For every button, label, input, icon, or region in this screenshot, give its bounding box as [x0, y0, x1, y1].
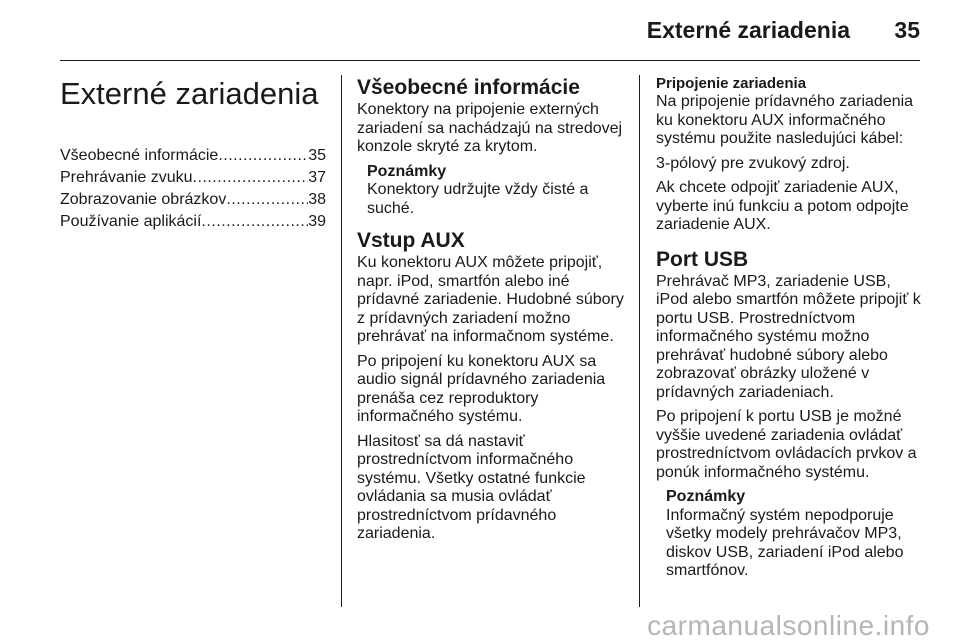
note-text: Konektory udržujte vždy čisté a suché. — [367, 181, 589, 217]
note-title: Poznámky — [666, 488, 746, 505]
aux-paragraph-1: Ku konektoru AUX môžete pripojiť, napr. iPod, smartfón alebo iné prídavné zariadenie. Hudobné súbory z prídavných zariadení možno prehrávať na informačnom systéme. — [357, 254, 624, 345]
toc-leader — [193, 169, 309, 188]
section-heading-general: Všeobecné informácie — [357, 76, 580, 99]
aux-paragraph-2: Po pripojení ku konektoru AUX sa audio signál prídavného zariadenia prenáša cez reproduktory informačného systému. — [357, 352, 606, 425]
toc-page: 35 — [308, 147, 326, 164]
connect-paragraph-1: Na pripojenie prídavného zariadenia ku konektoru AUX informačného systému použite nasledujúci kábel: — [656, 93, 914, 147]
toc-label: Používanie aplikácií — [60, 213, 202, 230]
toc-leader — [201, 213, 308, 232]
toc-item[interactable] — [60, 169, 326, 191]
section-heading-aux: Vstup AUX — [357, 229, 465, 252]
usb-paragraph-2: Po pripojení k portu USB je možné vyššie uvedené zariadenia ovládať prostredníctvom ovládacích prvkov a ponúk informačného systému. — [656, 408, 917, 481]
note-box — [656, 488, 924, 581]
note-title: Poznámky — [367, 162, 447, 180]
column-general-aux — [357, 75, 625, 550]
column-divider-1 — [341, 75, 342, 607]
toc-page: 39 — [308, 213, 326, 230]
toc-leader — [218, 147, 308, 166]
column-connect-usb — [656, 75, 924, 591]
table-of-contents — [60, 147, 326, 235]
page-number: 35 — [894, 17, 920, 43]
note-box — [357, 163, 625, 219]
aux-paragraph-3: Hlasitosť sa dá nastaviť prostredníctvom informačného systému. Všetky ostatné funkcie ovládania sa musia ovládať prostredníctvom prídavného zariadenia. — [357, 432, 586, 542]
toc-item[interactable] — [60, 213, 326, 235]
toc-page: 37 — [308, 169, 326, 186]
toc-item[interactable] — [60, 191, 326, 213]
usb-paragraph-1: Prehrávač MP3, zariadenie USB, iPod alebo smartfón môžete pripojiť k portu USB. Prostredníctvom informačného systému možno prehrávať hudobné súbory alebo zobrazovať obrázky uložené v prídavných zariadeniach. — [656, 272, 921, 401]
toc-item[interactable] — [60, 147, 326, 169]
running-title: Externé zariadenia — [646, 17, 850, 43]
section-heading-usb: Port USB — [656, 247, 749, 271]
toc-leader — [226, 191, 308, 210]
page-header — [0, 0, 960, 60]
watermark: carmanualsonline.info — [647, 610, 930, 641]
toc-label: Všeobecné informácie — [60, 147, 219, 164]
connect-paragraph-2: 3-pólový pre zvukový zdroj. — [656, 154, 850, 172]
toc-page: 38 — [308, 191, 326, 208]
general-intro: Konektory na pripojenie externých zariadení sa nachádzajú na stredovej konzole skryté za krytom. — [357, 101, 623, 155]
column-divider-2 — [639, 75, 640, 607]
column-toc — [60, 75, 326, 235]
subheading-connect: Pripojenie zariadenia — [656, 75, 807, 92]
toc-label: Zobrazovanie obrázkov — [60, 191, 227, 208]
toc-label: Prehrávanie zvuku — [60, 169, 193, 186]
note-text: Informačný systém nepodporuje všetky modely prehrávačov MP3, diskov USB, zariadení iPod alebo smartfónov. — [666, 506, 904, 579]
connect-paragraph-3: Ak chcete odpojiť zariadenie AUX, vyberte inú funkciu a potom odpojte zariadenie AUX. — [656, 179, 909, 233]
chapter-title: Externé zariadenia — [60, 76, 319, 111]
header-rule — [60, 60, 920, 61]
